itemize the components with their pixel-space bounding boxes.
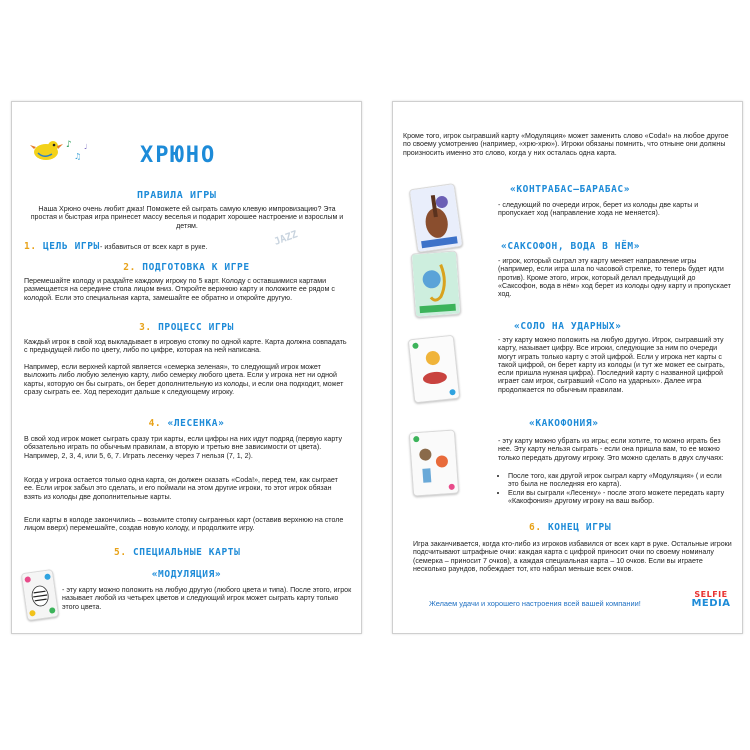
- goal-heading: [24, 241, 100, 252]
- prep-text: Перемешайте колоду и раздайте каждому игроку по 5 карт. Колоду с оставшимися картами размещается на середине стола лицом вниз. Откройте верхнюю карту и положите ее рядом с колодой. Если это специальная карта, замешайте ее обратно и откройте другую.: [24, 277, 335, 302]
- modulation-text: - эту карту можно положить на любую другую (любого цвета и типа). После этого, игрок называет любой из четырех цветов и следующий игрок может сыграть карту только этого цвета.: [62, 586, 352, 611]
- process-number: 3.: [139, 322, 152, 333]
- contrabass-text: - следующий по очереди игрок, берет из колоды две карты и пропускает ход (направление хода не меняется).: [498, 201, 699, 218]
- list-item: • После того, как другой игрок сыграл карту «Модуляция» ( и если это была не последняя его карта).: [508, 472, 730, 489]
- bird-logo-icon: [30, 135, 92, 165]
- logo-bottom-text: MEDIA: [691, 598, 731, 609]
- intro-text: Наша Хрюно очень любит джаз! Поможете ей сыграть самую клевую импровизацию? Эта простая и быстрая игра принесет массу веселья и подарит хорошее настроение и взрослым и детям.: [30, 205, 344, 230]
- jazz-label: JAZZ: [272, 229, 300, 248]
- cacophony-list: [498, 472, 730, 505]
- goal-number: 1.: [24, 241, 37, 252]
- special-heading: [114, 547, 240, 558]
- rules-heading: ПРАВИЛА ИГРЫ: [137, 190, 217, 201]
- sax-heading: «САКСОФОН, ВОДА В НЁМ»: [501, 241, 641, 252]
- contrabass-heading: «КОНТРАБАС–БАРАБАС»: [510, 184, 631, 195]
- zebra-icon: [22, 570, 58, 620]
- rules-page-right: [392, 101, 743, 634]
- svg-text:♫: ♫: [74, 152, 82, 161]
- process-text-2: Например, если верхней картой является «семерка зеленая», то следующий игрок может выложить либо любую зеленую карту, либо семерку любого цвета. Если у игрока нет ни одной карты, которую он бы сыграть, он берет дополнительную из колоды, и если она подходит, может сразу сыграть ее. Ход переходит дальше к следующему игроку.: [24, 363, 344, 396]
- prep-title: ПОДГОТОВКА К ИГРЕ: [142, 262, 250, 273]
- svg-text:♪: ♪: [66, 140, 72, 150]
- goal-title: ЦЕЛЬ ИГРЫ: [42, 241, 100, 252]
- goal-text: - избавиться от всех карт в руке.: [100, 243, 208, 251]
- end-heading: [529, 522, 611, 533]
- ladder-number: 4.: [148, 418, 162, 429]
- saxophone-icon: [412, 252, 460, 317]
- contrabass-card-image: [409, 183, 463, 253]
- drums-card-image: [408, 335, 460, 403]
- ladder-heading: [12, 418, 361, 429]
- farewell-text: Желаем удачи и хорошего настроения всей вашей компании!: [429, 599, 641, 608]
- process-text-1: Каждый игрок в свой ход выкладывает в игровую стопку по одной карте. Карта должна совпадать с предыдущей либо по цвету, либо по цифре, которая на ней написана.: [24, 338, 347, 355]
- process-heading: [12, 322, 361, 333]
- cacophony-heading: «КАКОФОНИЯ»: [529, 418, 599, 429]
- end-text: Игра заканчивается, когда кто-либо из игроков избавился от всех карт в руке. Остальные игроки подсчитывают штрафные очки: каждая карта с цифрой приносит очки по своему номиналу (семерка – приносит 7 очков), а каждая специальная карта – 10 очков. Если вы играете несколько раундов, побеждает тот, кто набрал меньше всех очков.: [413, 540, 732, 573]
- drums-icon: [409, 336, 459, 402]
- svg-text:♩: ♩: [84, 143, 88, 151]
- cacophony-card-image: [409, 429, 459, 496]
- ladder-title: «ЛЕСЕНКА»: [167, 418, 225, 429]
- modulation-extra-text: Кроме того, игрок сыгравший карту «Модуляция» может заменить слово «Coda!» на любое другое по своему усмотрению (например, «хрю-хрю»). Игроки обязаны помнить, что отныне они должны произносить именно это слово, когда у них осталась одна карта.: [403, 132, 729, 157]
- special-number: 5.: [114, 547, 127, 558]
- ladder-text: В свой ход игрок может сыграть сразу три карты, если цифры на них идут подряд (первую карту обязательно играть по обычным правилам, а вторую и третью вне зависимости от цвета). Например, 2, 3, 4, или 5, 6, 7. Играть лесенку через 7 нельзя (7, 1, 2).: [24, 435, 342, 460]
- sax-text: - игрок, который сыграл эту карту меняет направление игры (например, если игра шла по часовой стрелке, то теперь будет идти против). Кроме этого, игрок, который делал предыдущий до «Саксофон, вода в нём» ход берет из колоды одну карту и пропускает ход.: [498, 257, 731, 299]
- end-title: КОНЕЦ ИГРЫ: [547, 522, 612, 533]
- special-title: СПЕЦИАЛЬНЫЕ КАРТЫ: [132, 547, 241, 558]
- drums-heading: «СОЛО НА УДАРНЫХ»: [514, 321, 622, 332]
- deck-text: Если карты в колоде закончились – возьмите стопку сыгранных карт (оставив верхнюю на столе лицом вверх) перемешайте, создав новую колоду, и продолжите игру.: [24, 516, 344, 533]
- modulation-card-image: [21, 569, 59, 621]
- prep-heading: [12, 262, 361, 273]
- sax-card-image: [411, 250, 461, 317]
- drums-text: - эту карту можно положить на любую другую. Игрок, сыгравший эту карту, называет цифру. Все игроки, следующие за ним по очереди могут играть только карту с этой цифрой. Если у игрока нет карты с такой цифрой, он берет карту из колоды (и тут же может ее сыграть, если пришла нужная цифра). Последний карту с названной цифрой играет сам игрок, сыгравший «Соло на ударных». Далее игра продолжается по обычным правилам.: [498, 336, 725, 394]
- game-title: ХРЮНО: [140, 143, 217, 168]
- cacophony-text: - эту карту можно убрать из игры; если хотите, то можно играть без нее. Эту карту нельзя сыграть - если она пришла вам, то ее можно только передать другому игроку. Это можно сделать в двух случаях:: [498, 437, 724, 462]
- logo-top-text: SELFIE: [694, 590, 728, 599]
- contrabass-icon: [410, 184, 462, 252]
- selfie-media-logo: [685, 590, 737, 608]
- cacophony-icon: [410, 431, 458, 496]
- coda-text: Когда у игрока остается только одна карта, он должен сказать «Coda!», перед тем, как сыграет ее. Если игрок забыл это сделать, и его поймали на этом другие игроки, то этот игрок обязан взять из колоды две дополнительные карты.: [24, 476, 338, 501]
- list-item: • Если вы сыграли «Лесенку» - после этого можете передать карту «Какофония» другому игроку на ваш выбор.: [508, 489, 730, 506]
- modulation-heading: «МОДУЛЯЦИЯ»: [151, 569, 222, 580]
- end-number: 6.: [529, 522, 542, 533]
- process-title: ПРОЦЕСС ИГРЫ: [158, 322, 234, 333]
- prep-number: 2.: [123, 262, 136, 273]
- rules-page-left: [11, 101, 362, 634]
